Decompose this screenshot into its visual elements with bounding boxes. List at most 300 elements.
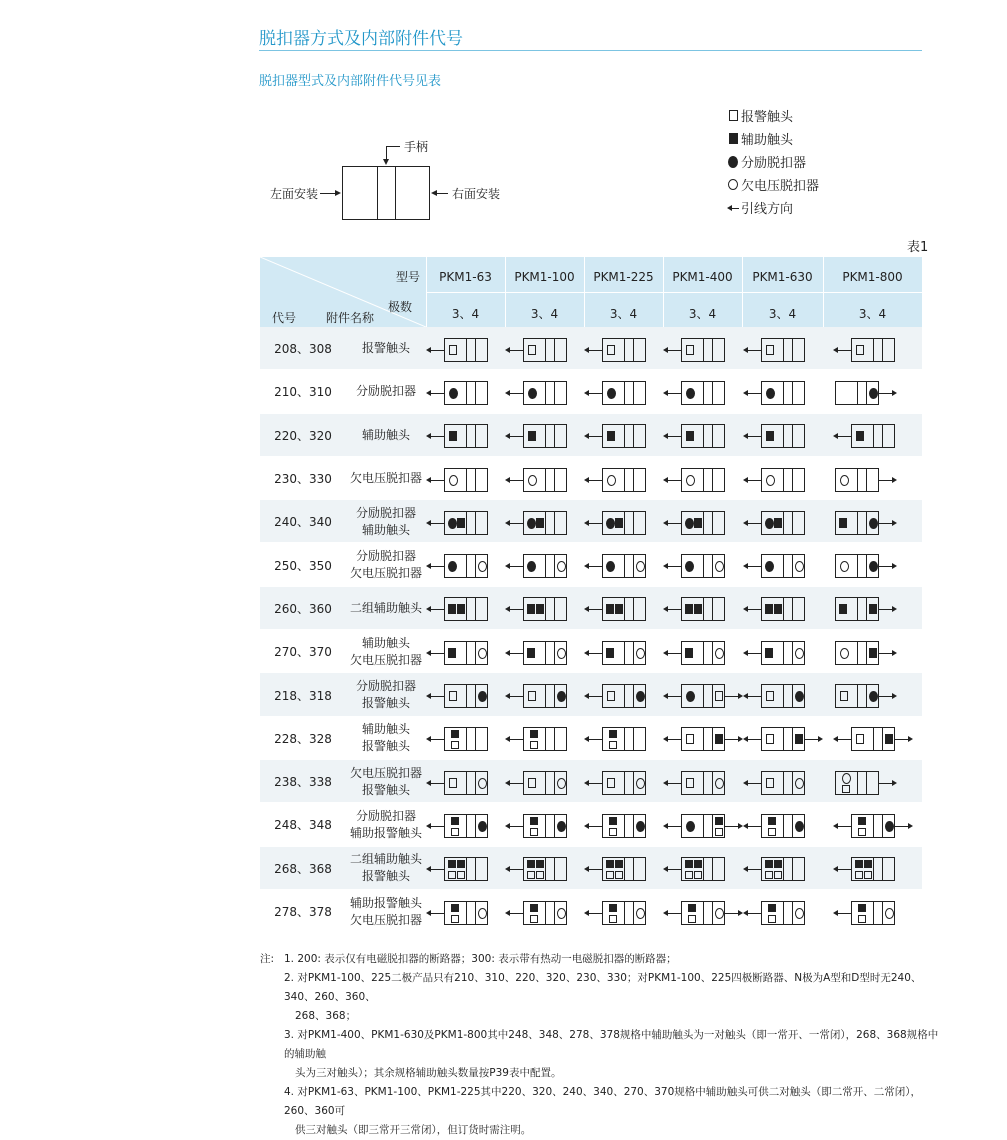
wiring-symbol-cell — [742, 717, 823, 760]
alarm-contact-icon — [688, 915, 696, 923]
auxiliary-contact-icon — [606, 648, 614, 658]
lead-left — [430, 609, 444, 610]
table-row — [260, 803, 922, 846]
lead-left — [588, 566, 602, 567]
lead-left — [747, 436, 761, 437]
arrow-left-icon — [743, 347, 748, 353]
wiring-symbol-cell — [823, 414, 922, 457]
lead-left — [430, 393, 444, 394]
alarm-contact-icon — [766, 778, 774, 788]
wiring-symbol-cell — [663, 673, 742, 716]
model-column-header — [426, 257, 505, 327]
shunt-release-icon — [527, 561, 536, 572]
auxiliary-contact-icon — [858, 817, 866, 825]
breaker-symbol — [523, 727, 579, 749]
wiring-symbol-cell — [742, 803, 823, 846]
breaker-symbol — [851, 424, 907, 446]
model-name: PKM1-63 — [439, 270, 492, 284]
lead-left — [509, 696, 523, 697]
wiring-symbol-cell — [742, 760, 823, 803]
shunt-release-icon — [606, 561, 615, 572]
wiring-symbol-cell — [823, 543, 922, 586]
breaker-symbol — [761, 901, 817, 923]
shunt-release-icon — [557, 821, 566, 832]
breaker-symbol — [523, 338, 579, 360]
breaker-symbol — [681, 771, 737, 793]
note-line: 3. 对PKM1-400、PKM1-630及PKM1-800其中248、348、278、378规格中辅助触头为一对触头（即一常开、一常闭），268、368规格中的辅助触 — [284, 1029, 939, 1060]
arrow-right-icon — [892, 650, 897, 656]
table-row — [260, 890, 922, 933]
accessory-name-line: 辅助触头 — [361, 722, 410, 737]
breaker-symbol — [602, 857, 658, 879]
symbol-legend — [727, 104, 819, 219]
wiring-symbol-cell — [823, 500, 922, 543]
breaker-symbol — [681, 468, 737, 490]
lead-left — [430, 869, 444, 870]
arrow-left-icon — [833, 347, 838, 353]
breaker-symbol — [761, 814, 817, 836]
arrow-left-icon — [505, 910, 510, 916]
alarm-contact-icon — [528, 345, 536, 355]
accessory-code: 208、308 — [274, 342, 332, 357]
auxiliary-contact-icon — [607, 431, 615, 441]
arrow-left-icon — [426, 606, 431, 612]
undervoltage-release-icon — [478, 778, 487, 789]
auxiliary-contact-icon — [694, 604, 702, 614]
breaker-symbol — [761, 338, 817, 360]
wiring-symbol-cell — [505, 543, 584, 586]
arrow-left-icon — [743, 780, 748, 786]
arrow-right-icon — [908, 823, 913, 829]
alarm-contact-icon — [858, 915, 866, 923]
arrow-left-icon — [505, 866, 510, 872]
pole-count: 3、4 — [530, 307, 559, 321]
undervoltage-release-icon — [686, 475, 695, 486]
lead-left — [588, 393, 602, 394]
wiring-symbol-cell — [584, 760, 663, 803]
breaker-symbol — [444, 511, 500, 533]
accessory-code-table — [260, 257, 922, 933]
auxiliary-contact-icon — [530, 904, 538, 912]
breaker-symbol — [523, 684, 579, 706]
wiring-symbol-cell — [584, 370, 663, 413]
wiring-symbol-cell — [426, 543, 505, 586]
shunt-release-icon — [685, 518, 694, 529]
accessory-name — [346, 890, 426, 933]
model-label: 型号 — [396, 270, 421, 284]
table-body — [260, 327, 922, 933]
breaker-symbol — [761, 641, 817, 663]
shunt-release-icon — [448, 561, 457, 572]
auxiliary-contact-icon — [536, 518, 544, 528]
lead-right — [895, 739, 909, 740]
lead-left — [509, 609, 523, 610]
breaker-symbol — [835, 597, 891, 619]
arrow-left-icon — [505, 520, 510, 526]
accessory-code: 278、378 — [274, 905, 332, 919]
undervoltage-release-icon — [766, 475, 775, 486]
accessory-name-line: 欠电压脱扣器 — [349, 912, 422, 927]
alarm-contact-icon — [530, 915, 538, 923]
wiring-symbol-cell — [426, 803, 505, 846]
wiring-symbol-cell — [584, 414, 663, 457]
wiring-symbol-cell — [663, 543, 742, 586]
alarm-contact-icon — [451, 915, 459, 923]
wiring-symbol-cell — [742, 370, 823, 413]
lead-left — [667, 480, 681, 481]
wiring-symbol-cell — [823, 673, 922, 716]
wiring-symbol-cell — [742, 414, 823, 457]
auxiliary-contact-icon — [457, 860, 465, 868]
lead-right — [879, 566, 893, 567]
accessory-name-line: 辅助触头 — [361, 522, 410, 537]
wiring-symbol-cell — [663, 370, 742, 413]
breaker-symbol — [523, 857, 579, 879]
breaker-symbol — [444, 468, 500, 490]
auxiliary-contact-icon — [615, 604, 623, 614]
lead-left — [667, 783, 681, 784]
wiring-symbol-cell — [584, 327, 663, 370]
arrow-left-icon — [584, 736, 589, 742]
breaker-symbol — [602, 381, 658, 403]
breaker-symbol — [681, 381, 737, 403]
arrow-left-icon — [833, 866, 838, 872]
wiring-symbol-cell — [505, 717, 584, 760]
wiring-symbol-cell — [663, 630, 742, 673]
undervoltage-release-icon — [885, 908, 894, 919]
alarm-contact-icon — [609, 741, 617, 749]
accessory-code: 268、368 — [274, 861, 332, 876]
lead-left — [509, 350, 523, 351]
lead-left — [430, 913, 444, 914]
wiring-symbol-cell — [426, 717, 505, 760]
wiring-symbol-cell — [505, 327, 584, 370]
auxiliary-contact-icon — [609, 817, 617, 825]
wiring-symbol-cell — [823, 370, 922, 413]
lead-left — [667, 696, 681, 697]
accessory-name-line: 辅助报警触头 — [349, 895, 422, 910]
pole-count: 3、4 — [451, 307, 480, 321]
auxiliary-contact-icon — [858, 904, 866, 912]
lead-left — [667, 350, 681, 351]
undervoltage-release-icon — [636, 908, 645, 919]
arrow-right-icon — [892, 390, 897, 396]
accessory-name-line: 分励脱扣器 — [355, 808, 416, 823]
breaker-symbol — [602, 597, 658, 619]
alarm-contact-icon — [840, 691, 848, 701]
table-row — [260, 370, 922, 413]
alarm-contact-icon — [686, 734, 694, 744]
arrow-left-icon — [743, 823, 748, 829]
breaker-symbol — [851, 338, 907, 360]
wiring-symbol-cell — [426, 847, 505, 890]
arrow-left-icon — [426, 563, 431, 569]
breaker-symbol — [523, 814, 579, 836]
wiring-symbol-cell — [505, 457, 584, 500]
accessory-name-line: 二组辅助触头 — [349, 852, 422, 867]
wiring-symbol-cell — [505, 760, 584, 803]
breaker-symbol — [835, 381, 891, 403]
lead-right — [805, 739, 819, 740]
accessory-name-line: 报警触头 — [361, 782, 410, 797]
lead-left — [588, 869, 602, 870]
arrow-left-icon — [663, 866, 668, 872]
lead-left — [588, 739, 602, 740]
arrow-left-icon — [505, 477, 510, 483]
breaker-symbol — [444, 641, 500, 663]
legend-item: 引线方向 — [727, 196, 819, 219]
arrow-left-icon — [663, 910, 668, 916]
accessory-name-line: 辅助触头 — [361, 635, 410, 650]
accessory-name — [346, 673, 426, 716]
lead-left — [509, 393, 523, 394]
breaker-symbol — [523, 901, 579, 923]
wiring-symbol-cell — [663, 500, 742, 543]
auxiliary-contact-icon — [530, 730, 538, 738]
undervoltage-release-icon — [478, 561, 487, 572]
wiring-symbol-cell — [584, 457, 663, 500]
undervoltage-release-icon — [557, 778, 566, 789]
wiring-symbol-cell — [742, 457, 823, 500]
lead-left — [667, 609, 681, 610]
arrow-left-icon — [505, 390, 510, 396]
wiring-symbol-cell — [584, 587, 663, 630]
accessory-name — [346, 847, 426, 890]
breaker-symbol — [523, 511, 579, 533]
pole-count: 3、4 — [688, 307, 717, 321]
accessory-name-line: 分励脱扣器 — [355, 505, 416, 520]
accessory-name-line: 报警触头 — [361, 739, 410, 754]
arrow-left-icon — [663, 780, 668, 786]
wiring-symbol-cell — [584, 673, 663, 716]
arrow-left-icon — [663, 477, 668, 483]
accessory-name — [346, 500, 426, 543]
arrow-left-icon — [426, 910, 431, 916]
alarm-contact-icon — [528, 778, 536, 788]
shunt-release-icon — [686, 691, 695, 702]
undervoltage-release-icon — [478, 648, 487, 659]
lead-left — [430, 480, 444, 481]
lead-left — [747, 826, 761, 827]
lead-left — [588, 480, 602, 481]
shunt-release-icon — [606, 518, 615, 529]
lead-left — [747, 696, 761, 697]
wiring-symbol-cell — [505, 370, 584, 413]
alarm-contact-icon — [842, 785, 850, 793]
undervoltage-release-icon — [715, 561, 724, 572]
undervoltage-release-icon — [607, 475, 616, 486]
alarm-contact-icon — [607, 345, 615, 355]
breaker-symbol — [681, 424, 737, 446]
lead-right — [725, 739, 739, 740]
table-row — [260, 847, 922, 890]
breaker-symbol — [835, 468, 891, 490]
breaker-symbol — [602, 424, 658, 446]
lead-left — [430, 653, 444, 654]
accessory-name-line: 欠电压脱扣器 — [349, 652, 422, 667]
auxiliary-contact-icon — [449, 431, 457, 441]
undervoltage-release-icon — [478, 908, 487, 919]
wiring-symbol-cell — [584, 630, 663, 673]
lead-right — [895, 826, 909, 827]
auxiliary-contact-icon — [864, 860, 872, 868]
notes-prefix: 注: — [260, 953, 275, 965]
arrow-left-icon — [584, 693, 589, 699]
shunt-release-icon — [686, 821, 695, 832]
arrow-left-icon — [743, 520, 748, 526]
accessory-name-line: 辅助触头 — [361, 427, 410, 442]
arrow-left-icon — [505, 693, 510, 699]
breaker-symbol — [761, 597, 817, 619]
shunt-release-icon — [869, 561, 878, 572]
lead-left — [588, 826, 602, 827]
alarm-contact-icon — [530, 741, 538, 749]
alarm-contact-icon — [607, 778, 615, 788]
accessory-name-line: 分励脱扣器 — [355, 384, 416, 399]
lead-left — [588, 913, 602, 914]
arrow-left-icon — [833, 823, 838, 829]
breaker-symbol — [835, 641, 891, 663]
table-row — [260, 587, 922, 630]
wiring-symbol-cell — [505, 803, 584, 846]
auxiliary-contact-icon — [606, 860, 614, 868]
wiring-symbol-cell — [823, 457, 922, 500]
auxiliary-contact-icon — [855, 860, 863, 868]
arrow-left-icon — [743, 390, 748, 396]
breaker-symbol — [761, 511, 817, 533]
accessory-code: 270、370 — [274, 645, 332, 660]
arrow-left-icon — [505, 780, 510, 786]
arrow-left-icon — [663, 347, 668, 353]
wiring-symbol-cell — [823, 630, 922, 673]
auxiliary-contact-icon — [766, 431, 774, 441]
table-row — [260, 717, 922, 760]
alarm-contact-icon — [765, 871, 773, 879]
auxiliary-contact-icon — [457, 604, 465, 614]
accessory-name-line: 报警触头 — [361, 696, 410, 711]
model-name: PKM1-800 — [842, 270, 903, 284]
note-line: 2. 对PKM1-100、225二极产品只有210、310、220、320、230、330；对PKM1-100、225四极断路器、N极为A型和D型时无240、340、260、360、 — [284, 972, 922, 1003]
lead-right — [725, 696, 739, 697]
wiring-symbol-cell — [426, 630, 505, 673]
lead-left — [588, 350, 602, 351]
alarm-contact-icon — [768, 828, 776, 836]
breaker-symbol — [835, 511, 891, 533]
arrow-left-icon — [426, 650, 431, 656]
lead-left — [430, 739, 444, 740]
lead-left — [588, 523, 602, 524]
lead-left — [588, 696, 602, 697]
accessory-name-line: 分励脱扣器 — [355, 549, 416, 564]
lead-left — [509, 826, 523, 827]
accessory-name — [346, 760, 426, 803]
breaker-symbol — [523, 381, 579, 403]
breaker-symbol — [681, 684, 737, 706]
arrow-left-icon — [727, 204, 739, 212]
breaker-outline — [342, 166, 430, 220]
lead-left — [747, 653, 761, 654]
breaker-symbol — [602, 554, 658, 576]
undervoltage-release-icon — [840, 561, 849, 572]
breaker-symbol — [761, 727, 817, 749]
breaker-symbol — [444, 684, 500, 706]
arrow-left-icon — [584, 910, 589, 916]
lead-left — [837, 436, 851, 437]
alarm-contact-icon — [609, 828, 617, 836]
breaker-symbol — [681, 597, 737, 619]
lead-left — [509, 523, 523, 524]
lead-left — [667, 653, 681, 654]
lead-left — [430, 523, 444, 524]
arrow-right-icon — [892, 520, 897, 526]
alarm-contact-icon — [856, 734, 864, 744]
lead-left — [509, 653, 523, 654]
pole-count: 3、4 — [768, 307, 797, 321]
arrow-left-icon — [505, 736, 510, 742]
auxiliary-contact-icon — [839, 604, 847, 614]
model-column-header — [742, 257, 823, 327]
accessory-code: 260、360 — [274, 601, 332, 616]
shunt-release-icon — [685, 561, 694, 572]
auxiliary-contact-icon — [774, 518, 782, 528]
arrow-left-icon — [505, 347, 510, 353]
lead-left — [430, 350, 444, 351]
wiring-symbol-cell — [823, 717, 922, 760]
arrow-left-icon — [743, 866, 748, 872]
breaker-symbol — [761, 424, 817, 446]
lead-left — [667, 393, 681, 394]
wiring-symbol-cell — [426, 890, 505, 933]
open-circle-icon — [728, 179, 738, 190]
wiring-symbol-cell — [663, 327, 742, 370]
breaker-symbol — [602, 511, 658, 533]
undervoltage-release-icon — [795, 561, 804, 572]
arrow-left-icon — [426, 823, 431, 829]
lead-left — [430, 436, 444, 437]
wiring-symbol-cell — [505, 587, 584, 630]
wiring-symbol-cell — [823, 587, 922, 630]
arrow-left-icon — [743, 693, 748, 699]
lead-right — [879, 783, 893, 784]
breaker-symbol — [835, 771, 891, 793]
alarm-contact-icon — [451, 741, 459, 749]
undervoltage-release-icon — [636, 561, 645, 572]
auxiliary-contact-icon — [869, 604, 877, 614]
table-number: 表1 — [907, 240, 929, 255]
undervoltage-release-icon — [636, 648, 645, 659]
undervoltage-release-icon — [795, 908, 804, 919]
accessory-name-line: 欠电压脱扣器 — [349, 471, 422, 486]
note-line: 头为三对触头）；其余规格辅助触头数量按P39表中配置。 — [295, 1067, 562, 1079]
auxiliary-contact-icon — [448, 648, 456, 658]
lead-right — [879, 523, 893, 524]
wiring-symbol-cell — [742, 327, 823, 370]
breaker-symbol — [761, 684, 817, 706]
breaker-symbol — [681, 338, 737, 360]
model-column-header — [823, 257, 922, 327]
breaker-symbol — [681, 554, 737, 576]
arrow-left-icon — [584, 433, 589, 439]
arrow-left-icon — [505, 606, 510, 612]
breaker-symbol — [602, 338, 658, 360]
auxiliary-contact-icon — [688, 904, 696, 912]
pole-count: 3、4 — [609, 307, 638, 321]
alarm-contact-icon — [528, 691, 536, 701]
accessory-code: 250、350 — [274, 558, 332, 573]
alarm-contact-icon — [448, 871, 456, 879]
wiring-symbol-cell — [584, 543, 663, 586]
arrow-left-icon — [505, 433, 510, 439]
